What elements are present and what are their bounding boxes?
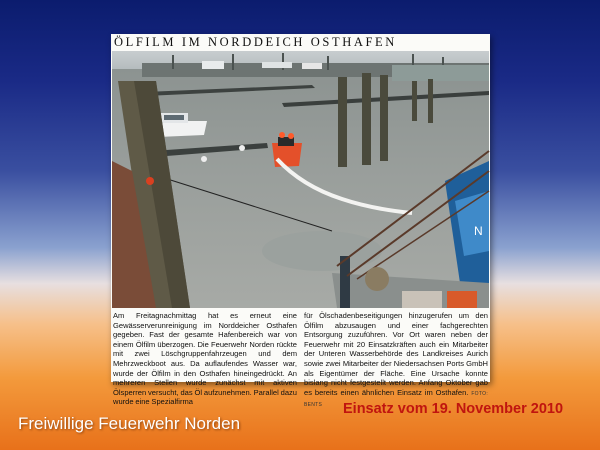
organization-name: Freiwillige Feuerwehr Norden <box>18 414 241 433</box>
newspaper-clipping <box>111 34 490 409</box>
article-body <box>113 311 489 409</box>
harbor-photo-graphic <box>112 51 489 308</box>
harbor-photo <box>112 51 489 308</box>
article-column-2-text: für Ölschadenbeseitigungen hinzugerufen um den Ölfilm abzusaugen und einer fachgerechten Entsorgung zuzuführen. Vor Ort waren neben der Feuerwehr mit 20 Einsatzkräften auch ein Mitarbeiter der Unteren Wasserbehörde des Landkreises Aurich sowie zwei Mitarbeiter der Niedersachsen Ports GmbH als Eigentümer der Fläche. Eine Ursache konnte bislang nicht festgestellt werden. Anfang Oktober gab es bereits einen ähnlichen Einsatz im Osthafen. <box>304 311 488 397</box>
rescue-boat <box>272 143 302 167</box>
event-date-caption: Einsatz vom 19. November 2010 <box>343 401 564 417</box>
article-headline: ÖLFILM IM NORDDEICH OSTHAFEN <box>114 35 397 49</box>
article-column-1: Am Freitagnachmittag hat es erneut eine Gewässerverunreinigung im Norddeicher Osthafen gegeben. Fast der gesamte Hafenbereich war von einem Ölfilm überzogen. Die Feuerwehr Norden rückte mit zwei Löschgruppenfahrzeugen und dem Mehrzweckboot aus. Da auflaufendes Wasser war, wurde der Ölfilm in den Osthafen hineingedrückt. An mehreren Stellen wurde zunächst mit aktiven Ölsperren versucht, das Öl aufzunehmen. Parallel dazu wurde eine Spezialfirma <box>113 311 297 407</box>
photo-credit: FOTO: BENTS <box>304 390 489 409</box>
boat-hull-letter: N <box>474 224 483 238</box>
article-column-2 <box>304 311 489 409</box>
